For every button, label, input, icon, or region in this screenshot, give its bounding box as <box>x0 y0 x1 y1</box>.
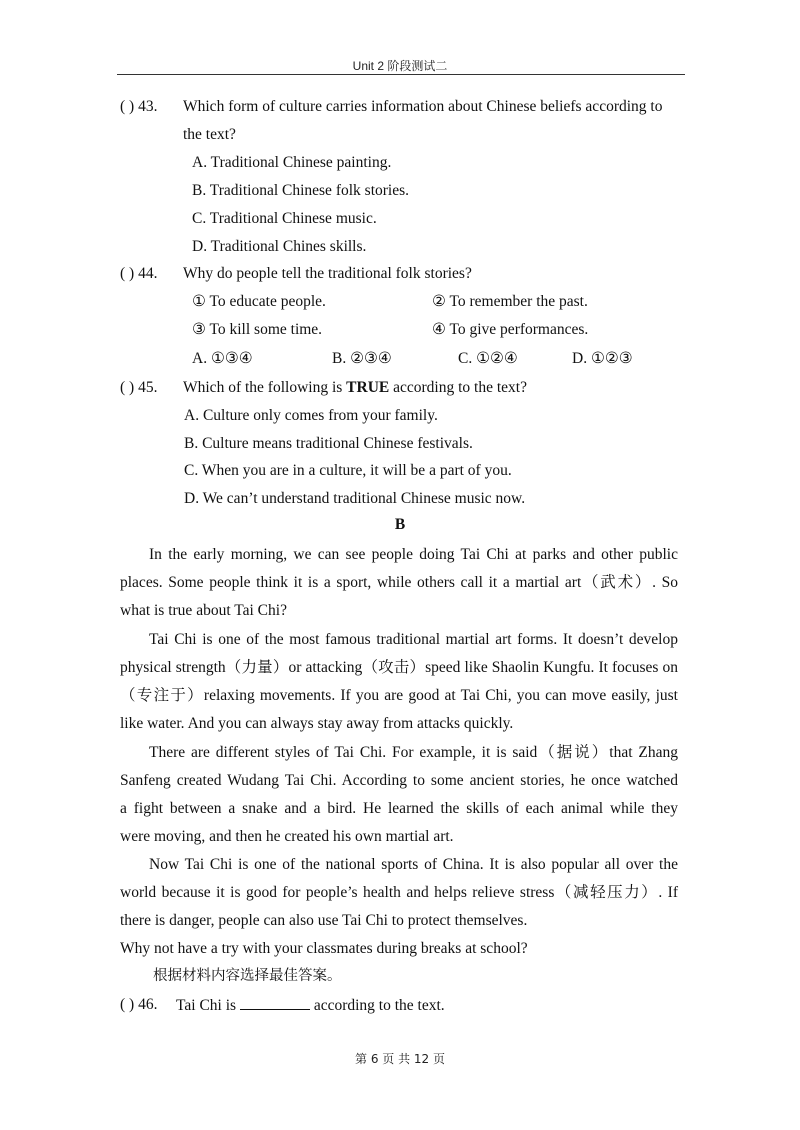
q44-item-2: ② To remember the past. <box>432 293 588 310</box>
q45-option-d: D. We can’t understand traditional Chinese music now. <box>184 490 526 507</box>
para2-line4: like water. And you can always stay away from attacks quickly. <box>120 715 514 732</box>
q43-stem-line1: Which form of culture carries information about Chinese beliefs according to <box>183 98 663 115</box>
q44-item-3: ③ To kill some time. <box>192 321 323 338</box>
q44-option-c: C. ①②④ <box>458 350 518 367</box>
q45-prefix: ( ) 45. <box>120 379 158 396</box>
page-footer: 第 6 页 共 12 页 <box>355 1052 445 1066</box>
q43-option-d: D. Traditional Chines skills. <box>192 238 367 255</box>
q43-prefix: ( ) 43. <box>120 98 158 115</box>
para1-line3: what is true about Tai Chi? <box>120 602 287 619</box>
para4-line2: world because it is good for people’s health and helps relieve stress（减轻压力）. If <box>120 884 678 901</box>
para3-line3: a fight between a snake and a bird. He learned the skills of each animal while they <box>120 800 678 817</box>
q45-stem <box>183 378 527 398</box>
q46-prefix: ( ) 46. <box>120 996 158 1013</box>
q45-stem-pre: Which of the following is <box>183 379 347 396</box>
q45-option-c: C. When you are in a culture, it will be a part of you. <box>184 462 512 479</box>
para3-line2: Sanfeng created Wudang Tai Chi. According to some ancient stories, he once watched <box>120 772 678 789</box>
header-rule <box>117 74 685 75</box>
q45-option-b: B. Culture means traditional Chinese festivals. <box>184 435 473 452</box>
q46-stem-pre: Tai Chi is <box>176 997 240 1014</box>
para4-line3: there is danger, people can also use Tai Chi to protect themselves. <box>120 912 528 929</box>
para4-line1: Now Tai Chi is one of the national sports of China. It is also popular all over the <box>149 856 678 873</box>
para1-line1: In the early morning, we can see people doing Tai Chi at parks and other public <box>149 546 678 563</box>
para2-line1: Tai Chi is one of the most famous traditional martial art forms. It doesn’t develop <box>149 631 678 648</box>
q46-stem <box>176 995 445 1016</box>
q46-answer-blank[interactable] <box>240 995 310 1010</box>
q44-option-d: D. ①②③ <box>572 350 633 367</box>
q43-option-c: C. Traditional Chinese music. <box>192 210 377 227</box>
para3-line1: There are different styles of Tai Chi. For example, it is said（据说）that Zhang <box>149 744 678 761</box>
q44-item-4: ④ To give performances. <box>432 321 589 338</box>
page-header: Unit 2 阶段测试二 <box>352 59 448 73</box>
para3-line4: were moving, and then he created his own martial art. <box>120 828 454 845</box>
q44-item-1: ① To educate people. <box>192 293 326 310</box>
q45-stem-bold: TRUE <box>346 379 390 396</box>
instruction-line: 根据材料内容选择最佳答案。 <box>153 968 342 984</box>
q44-prefix: ( ) 44. <box>120 265 158 282</box>
q46-stem-post: according to the text. <box>309 997 445 1014</box>
q43-option-b: B. Traditional Chinese folk stories. <box>192 182 409 199</box>
closing-line: Why not have a try with your classmates during breaks at school? <box>120 940 528 957</box>
para2-line2: physical strength（力量）or attacking（攻击）speed like Shaolin Kungfu. It focuses on <box>120 659 678 676</box>
para1-line2: places. Some people think it is a sport, while others call it a martial art（武术）. So <box>120 574 678 591</box>
q44-option-b: B. ②③④ <box>332 350 392 367</box>
q44-option-a: A. ①③④ <box>192 350 253 367</box>
q44-stem: Why do people tell the traditional folk stories? <box>183 265 472 282</box>
q43-option-a: A. Traditional Chinese painting. <box>192 154 392 171</box>
para2-line3: （专注于）relaxing movements. If you are good at Tai Chi, you can move easily, just <box>120 687 678 704</box>
q45-stem-post: according to the text? <box>389 379 527 396</box>
q45-option-a: A. Culture only comes from your family. <box>184 407 438 424</box>
q43-stem-line2: the text? <box>183 126 236 143</box>
section-b-heading: B <box>394 516 406 533</box>
